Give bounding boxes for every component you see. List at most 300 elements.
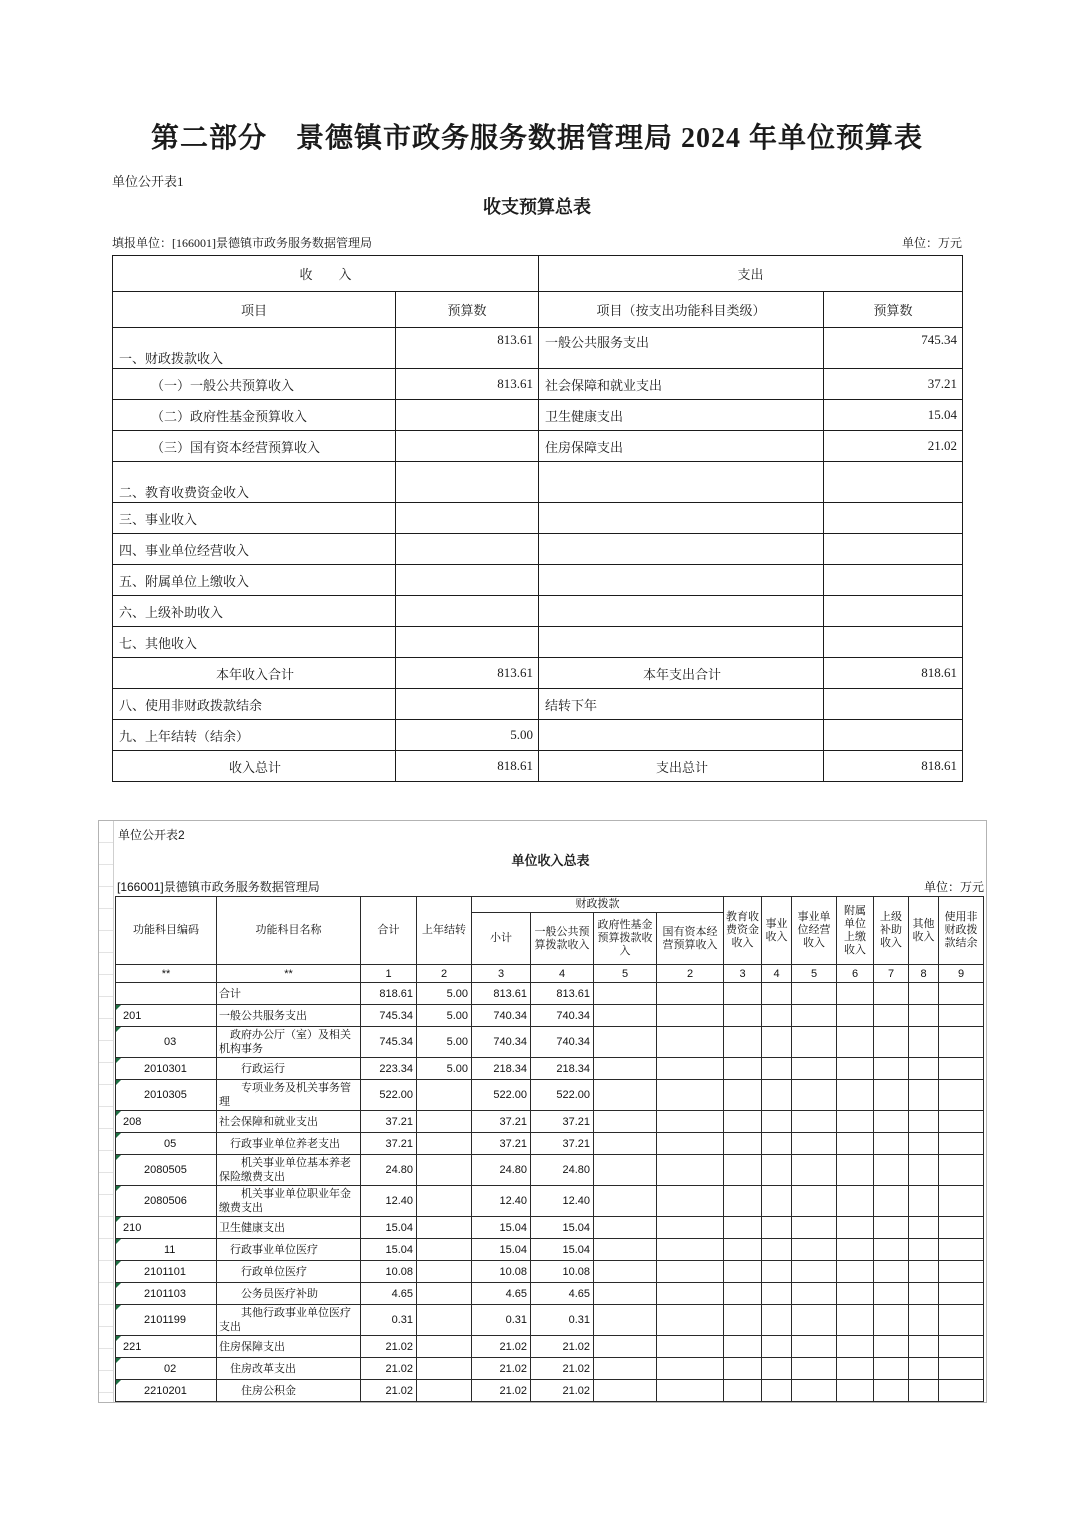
general-budget-cell: 15.04: [531, 1239, 594, 1261]
total-cell: 10.08: [361, 1261, 417, 1283]
table2-row: [116, 1186, 984, 1217]
table1-row: [113, 689, 963, 720]
name-cell: 行政事业单位医疗: [217, 1239, 361, 1261]
expense-value-cell: [824, 627, 963, 658]
gov-fund-cell: [594, 1336, 657, 1358]
income-value-cell: [396, 627, 539, 658]
other-income-cell: [909, 1358, 939, 1380]
affiliate-cell: [837, 1186, 874, 1217]
carryover-cell: [417, 1186, 472, 1217]
business-op-cell: [792, 1080, 837, 1111]
expense-value-cell: [824, 720, 963, 751]
code-cell: 2101199: [116, 1305, 217, 1336]
code-cell: 2010301: [116, 1058, 217, 1080]
table2-content: [115, 821, 986, 1402]
nonfiscal-cell: [939, 1005, 984, 1027]
table2-row: [116, 1358, 984, 1380]
superior-subsidy-cell: [874, 1358, 909, 1380]
affiliate-cell: [837, 1111, 874, 1133]
subtotal-cell: 15.04: [472, 1217, 531, 1239]
name-cell: 专项业务及机关事务管理: [217, 1080, 361, 1111]
name-cell: 其他行政事业单位医疗支出: [217, 1305, 361, 1336]
green-corner-marker-icon: [116, 1027, 121, 1032]
edu-fee-cell: [724, 1005, 762, 1027]
business-op-cell: [792, 1283, 837, 1305]
gov-fund-cell: [594, 1080, 657, 1111]
state-capital-cell: [657, 1186, 724, 1217]
other-income-cell: [909, 983, 939, 1005]
state-capital-cell: [657, 1217, 724, 1239]
income-value-cell: 813.61: [396, 658, 539, 689]
superior-subsidy-cell: [874, 1133, 909, 1155]
edu-fee-header: 教育收费资金收入: [724, 897, 762, 965]
carryover-cell: [417, 1111, 472, 1133]
green-corner-marker-icon: [116, 1261, 121, 1266]
general-budget-cell: 24.80: [531, 1155, 594, 1186]
affiliate-cell: [837, 1283, 874, 1305]
expense-item-cell: [539, 565, 824, 596]
superior-subsidy-cell: [874, 1217, 909, 1239]
business-income-cell: [762, 1155, 792, 1186]
general-budget-cell: 0.31: [531, 1305, 594, 1336]
affiliate-cell: [837, 1380, 874, 1402]
table2-row: [116, 1005, 984, 1027]
total-cell: 21.02: [361, 1336, 417, 1358]
business-income-cell: [762, 1380, 792, 1402]
business-income-cell: [762, 1058, 792, 1080]
general-budget-cell: 21.02: [531, 1358, 594, 1380]
green-corner-marker-icon: [116, 1336, 121, 1341]
gov-fund-cell: [594, 1005, 657, 1027]
carryover-cell: 5.00: [417, 1058, 472, 1080]
superior-subsidy-cell: [874, 983, 909, 1005]
subtotal-cell: 15.04: [472, 1239, 531, 1261]
name-cell: 行政事业单位养老支出: [217, 1133, 361, 1155]
code-cell: 02: [116, 1358, 217, 1380]
gov-fund-cell: [594, 1155, 657, 1186]
column-number-cell: 2: [657, 965, 724, 983]
income-value-cell: 818.61: [396, 751, 539, 782]
subtotal-cell: 21.02: [472, 1358, 531, 1380]
nonfiscal-cell: [939, 1155, 984, 1186]
table1-group-header-row: [113, 256, 963, 292]
income-item-cell: 五、附属单位上缴收入: [113, 565, 396, 596]
subtotal-header: 小计: [472, 913, 531, 965]
general-budget-cell: 12.40: [531, 1186, 594, 1217]
gov-fund-cell: [594, 1305, 657, 1336]
table1-row: [113, 751, 963, 782]
subtotal-cell: 12.40: [472, 1186, 531, 1217]
superior-subsidy-cell: [874, 1186, 909, 1217]
total-cell: 15.04: [361, 1217, 417, 1239]
expense-value-cell: [824, 596, 963, 627]
expense-value-cell: [824, 565, 963, 596]
green-corner-marker-icon: [116, 1005, 121, 1010]
business-op-header: 事业单位经营收入: [792, 897, 837, 965]
subtotal-cell: 740.34: [472, 1027, 531, 1058]
table1-row: [113, 565, 963, 596]
table2-org: [166001]景德镇市政务服务数据管理局: [117, 880, 320, 894]
nonfiscal-cell: [939, 1358, 984, 1380]
state-capital-cell: [657, 1133, 724, 1155]
table1-row: [113, 627, 963, 658]
total-cell: 223.34: [361, 1058, 417, 1080]
affiliate-cell: [837, 1336, 874, 1358]
code-cell: 2101101: [116, 1261, 217, 1283]
budget-summary-table: [112, 255, 963, 782]
nonfiscal-cell: [939, 1111, 984, 1133]
table1-row: [113, 431, 963, 462]
name-cell: 公务员医疗补助: [217, 1283, 361, 1305]
table2-header-row-1: [116, 897, 984, 913]
carryover-cell: 5.00: [417, 983, 472, 1005]
other-income-cell: [909, 1155, 939, 1186]
superior-subsidy-cell: [874, 1283, 909, 1305]
gov-fund-cell: [594, 1217, 657, 1239]
superior-subsidy-cell: [874, 1080, 909, 1111]
other-income-cell: [909, 1305, 939, 1336]
business-income-cell: [762, 1305, 792, 1336]
business-income-cell: [762, 1186, 792, 1217]
superior-subsidy-cell: [874, 1261, 909, 1283]
code-cell: 2101103: [116, 1283, 217, 1305]
business-income-cell: [762, 1358, 792, 1380]
excel-row-strip: [99, 821, 114, 1402]
table2-unit-note: 单位：万元: [923, 880, 984, 894]
state-capital-cell: [657, 1261, 724, 1283]
nonfiscal-cell: [939, 1239, 984, 1261]
edu-fee-cell: [724, 1283, 762, 1305]
total-header: 合计: [361, 897, 417, 965]
total-cell: 15.04: [361, 1239, 417, 1261]
state-capital-cell: [657, 1058, 724, 1080]
green-corner-marker-icon: [116, 1239, 121, 1244]
business-income-cell: [762, 1336, 792, 1358]
gov-fund-cell: [594, 1133, 657, 1155]
column-number-cell: 1: [361, 965, 417, 983]
income-value-cell: 813.61: [396, 369, 539, 400]
state-capital-cell: [657, 1283, 724, 1305]
business-op-cell: [792, 1111, 837, 1133]
business-op-cell: [792, 1155, 837, 1186]
expense-value-cell: 818.61: [824, 751, 963, 782]
expense-item-cell: 一般公共服务支出: [539, 328, 824, 369]
expense-item-cell: [539, 720, 824, 751]
name-cell: 住房改革支出: [217, 1358, 361, 1380]
edu-fee-cell: [724, 1186, 762, 1217]
total-cell: 4.65: [361, 1283, 417, 1305]
table2-row: [116, 1080, 984, 1111]
expense-item-cell: [539, 534, 824, 565]
business-income-cell: [762, 1133, 792, 1155]
expense-value-cell: 21.02: [824, 431, 963, 462]
nonfiscal-cell: [939, 1133, 984, 1155]
income-item-cell: 本年收入合计: [113, 658, 396, 689]
general-budget-cell: 21.02: [531, 1336, 594, 1358]
column-number-cell: 5: [594, 965, 657, 983]
name-cell: 住房保障支出: [217, 1336, 361, 1358]
carryover-cell: [417, 1305, 472, 1336]
state-capital-cell: [657, 1358, 724, 1380]
table2-row: [116, 1380, 984, 1402]
business-income-cell: [762, 1080, 792, 1111]
subtotal-cell: 24.80: [472, 1155, 531, 1186]
affiliate-header: 附属单位上缴收入: [837, 897, 874, 965]
subtotal-cell: 218.34: [472, 1058, 531, 1080]
gov-fund-cell: [594, 1283, 657, 1305]
column-number-cell: 3: [472, 965, 531, 983]
code-cell: 2080506: [116, 1186, 217, 1217]
nonfiscal-cell: [939, 1058, 984, 1080]
expense-item-cell: 本年支出合计: [539, 658, 824, 689]
expense-item-cell: 支出总计: [539, 751, 824, 782]
code-cell: 221: [116, 1336, 217, 1358]
other-income-cell: [909, 1283, 939, 1305]
nonfiscal-header: 使用非财政拨款结余: [939, 897, 984, 965]
income-item-cell: 三、事业收入: [113, 503, 396, 534]
code-cell: [116, 983, 217, 1005]
green-corner-marker-icon: [116, 1186, 121, 1191]
other-income-cell: [909, 1261, 939, 1283]
superior-subsidy-cell: [874, 1305, 909, 1336]
table2-row: [116, 1155, 984, 1186]
gov-fund-cell: [594, 1027, 657, 1058]
expense-value-cell: [824, 534, 963, 565]
business-income-header: 事业收入: [762, 897, 792, 965]
general-budget-header: 一般公共预算拨款收入: [531, 913, 594, 965]
table1-row: [113, 462, 963, 503]
income-item-cell: 八、使用非财政拨款结余: [113, 689, 396, 720]
other-income-cell: [909, 1380, 939, 1402]
carryover-header: 上年结转: [417, 897, 472, 965]
edu-fee-cell: [724, 1058, 762, 1080]
table1-column-header-row: [113, 292, 963, 328]
expense-item-cell: [539, 503, 824, 534]
name-cell: 行政运行: [217, 1058, 361, 1080]
subtotal-cell: 813.61: [472, 983, 531, 1005]
table1-row: [113, 369, 963, 400]
business-income-cell: [762, 1005, 792, 1027]
column-number-cell: **: [116, 965, 217, 983]
code-cell: 208: [116, 1111, 217, 1133]
income-item-header: 项目: [113, 292, 396, 328]
table1-row: [113, 596, 963, 627]
carryover-cell: [417, 1358, 472, 1380]
nonfiscal-cell: [939, 1217, 984, 1239]
expense-value-cell: 818.61: [824, 658, 963, 689]
business-income-cell: [762, 1027, 792, 1058]
expense-budget-header: 预算数: [824, 292, 963, 328]
state-capital-cell: [657, 1305, 724, 1336]
business-op-cell: [792, 1261, 837, 1283]
general-budget-cell: 15.04: [531, 1217, 594, 1239]
column-number-cell: 3: [724, 965, 762, 983]
total-cell: 522.00: [361, 1080, 417, 1111]
carryover-cell: [417, 1080, 472, 1111]
column-number-cell: 9: [939, 965, 984, 983]
expense-item-cell: 社会保障和就业支出: [539, 369, 824, 400]
business-op-cell: [792, 1217, 837, 1239]
code-cell: 2010305: [116, 1080, 217, 1111]
income-item-cell: （二）政府性基金预算收入: [113, 400, 396, 431]
green-corner-marker-icon: [116, 1380, 121, 1385]
name-cell: 一般公共服务支出: [217, 1005, 361, 1027]
code-cell: 05: [116, 1133, 217, 1155]
column-number-cell: 7: [874, 965, 909, 983]
affiliate-cell: [837, 983, 874, 1005]
table2-row: [116, 1261, 984, 1283]
income-item-cell: 六、上级补助收入: [113, 596, 396, 627]
table2-row: [116, 983, 984, 1005]
affiliate-cell: [837, 1133, 874, 1155]
gov-fund-cell: [594, 1358, 657, 1380]
carryover-cell: [417, 1336, 472, 1358]
income-item-cell: 七、其他收入: [113, 627, 396, 658]
subtotal-cell: 4.65: [472, 1283, 531, 1305]
total-cell: 21.02: [361, 1358, 417, 1380]
total-cell: 745.34: [361, 1005, 417, 1027]
table2-row: [116, 1027, 984, 1058]
code-cell: 03: [116, 1027, 217, 1058]
state-capital-cell: [657, 1080, 724, 1111]
edu-fee-cell: [724, 1133, 762, 1155]
edu-fee-cell: [724, 1261, 762, 1283]
income-item-cell: 四、事业单位经营收入: [113, 534, 396, 565]
affiliate-cell: [837, 1027, 874, 1058]
table2-block: [98, 820, 987, 1403]
state-capital-cell: [657, 983, 724, 1005]
name-cell: 行政单位医疗: [217, 1261, 361, 1283]
superior-subsidy-cell: [874, 1058, 909, 1080]
code-cell: 2210201: [116, 1380, 217, 1402]
affiliate-cell: [837, 1005, 874, 1027]
state-capital-cell: [657, 1027, 724, 1058]
green-corner-marker-icon: [116, 1155, 121, 1160]
income-item-cell: 收入总计: [113, 751, 396, 782]
business-income-cell: [762, 983, 792, 1005]
income-item-cell: （一）一般公共预算收入: [113, 369, 396, 400]
nonfiscal-cell: [939, 1186, 984, 1217]
expense-value-cell: [824, 462, 963, 503]
income-budget-header: 预算数: [396, 292, 539, 328]
subtotal-cell: 21.02: [472, 1336, 531, 1358]
total-cell: 0.31: [361, 1305, 417, 1336]
edu-fee-cell: [724, 1155, 762, 1186]
subtotal-cell: 10.08: [472, 1261, 531, 1283]
table2-row: [116, 1133, 984, 1155]
table2-row: [116, 1283, 984, 1305]
state-capital-cell: [657, 1005, 724, 1027]
gov-fund-cell: [594, 1261, 657, 1283]
state-capital-cell: [657, 1239, 724, 1261]
table2-row: [116, 1217, 984, 1239]
affiliate-cell: [837, 1155, 874, 1186]
income-value-cell: [396, 462, 539, 503]
nonfiscal-cell: [939, 983, 984, 1005]
gov-fund-header: 政府性基金预算拨款收入: [594, 913, 657, 965]
income-group-header: 收 入: [113, 256, 539, 292]
carryover-cell: [417, 1380, 472, 1402]
carryover-cell: [417, 1155, 472, 1186]
other-income-cell: [909, 1239, 939, 1261]
table2-label: 单位公开表2: [118, 828, 185, 842]
expense-value-cell: 37.21: [824, 369, 963, 400]
income-summary-table: [115, 896, 984, 1402]
income-value-cell: [396, 431, 539, 462]
total-cell: 37.21: [361, 1133, 417, 1155]
general-budget-cell: 37.21: [531, 1111, 594, 1133]
general-budget-cell: 4.65: [531, 1283, 594, 1305]
other-income-cell: [909, 1058, 939, 1080]
superior-subsidy-cell: [874, 1155, 909, 1186]
total-cell: 12.40: [361, 1186, 417, 1217]
carryover-cell: [417, 1217, 472, 1239]
green-corner-marker-icon: [116, 1133, 121, 1138]
expense-value-cell: [824, 689, 963, 720]
affiliate-cell: [837, 1217, 874, 1239]
state-capital-header: 国有资本经营预算收入: [657, 913, 724, 965]
column-number-cell: 6: [837, 965, 874, 983]
edu-fee-cell: [724, 983, 762, 1005]
expense-value-cell: 15.04: [824, 400, 963, 431]
carryover-cell: [417, 1239, 472, 1261]
total-cell: 818.61: [361, 983, 417, 1005]
affiliate-cell: [837, 1239, 874, 1261]
expense-group-header: 支出: [539, 256, 963, 292]
expense-item-cell: [539, 462, 824, 503]
superior-subsidy-cell: [874, 1005, 909, 1027]
income-item-cell: （三）国有资本经营预算收入: [113, 431, 396, 462]
table1-unit-note: 单位：万元: [901, 236, 962, 250]
green-corner-marker-icon: [116, 1283, 121, 1288]
code-cell: 210: [116, 1217, 217, 1239]
business-op-cell: [792, 1380, 837, 1402]
income-value-cell: [396, 596, 539, 627]
column-number-cell: 4: [762, 965, 792, 983]
table2-row: [116, 1111, 984, 1133]
gov-fund-cell: [594, 1186, 657, 1217]
expense-item-cell: [539, 627, 824, 658]
table1-label: 单位公开表1: [112, 174, 184, 189]
general-budget-cell: 21.02: [531, 1380, 594, 1402]
business-op-cell: [792, 1336, 837, 1358]
superior-subsidy-header: 上级补助收入: [874, 897, 909, 965]
affiliate-cell: [837, 1080, 874, 1111]
other-income-cell: [909, 1133, 939, 1155]
carryover-cell: [417, 1283, 472, 1305]
code-cell: 2080505: [116, 1155, 217, 1186]
income-item-cell: 二、教育收费资金收入: [113, 462, 396, 503]
general-budget-cell: 740.34: [531, 1005, 594, 1027]
table1-meta: [112, 234, 962, 251]
expense-item-cell: 卫生健康支出: [539, 400, 824, 431]
state-capital-cell: [657, 1336, 724, 1358]
expense-value-cell: 745.34: [824, 328, 963, 369]
general-budget-cell: 10.08: [531, 1261, 594, 1283]
table2-row: [116, 1058, 984, 1080]
superior-subsidy-cell: [874, 1239, 909, 1261]
green-corner-marker-icon: [116, 1080, 121, 1085]
business-op-cell: [792, 1005, 837, 1027]
subtotal-cell: 740.34: [472, 1005, 531, 1027]
other-income-cell: [909, 1080, 939, 1111]
business-op-cell: [792, 1358, 837, 1380]
edu-fee-cell: [724, 1027, 762, 1058]
column-number-cell: 2: [417, 965, 472, 983]
gov-fund-cell: [594, 983, 657, 1005]
edu-fee-cell: [724, 1305, 762, 1336]
expense-item-header: 项目（按支出功能科目类级）: [539, 292, 824, 328]
